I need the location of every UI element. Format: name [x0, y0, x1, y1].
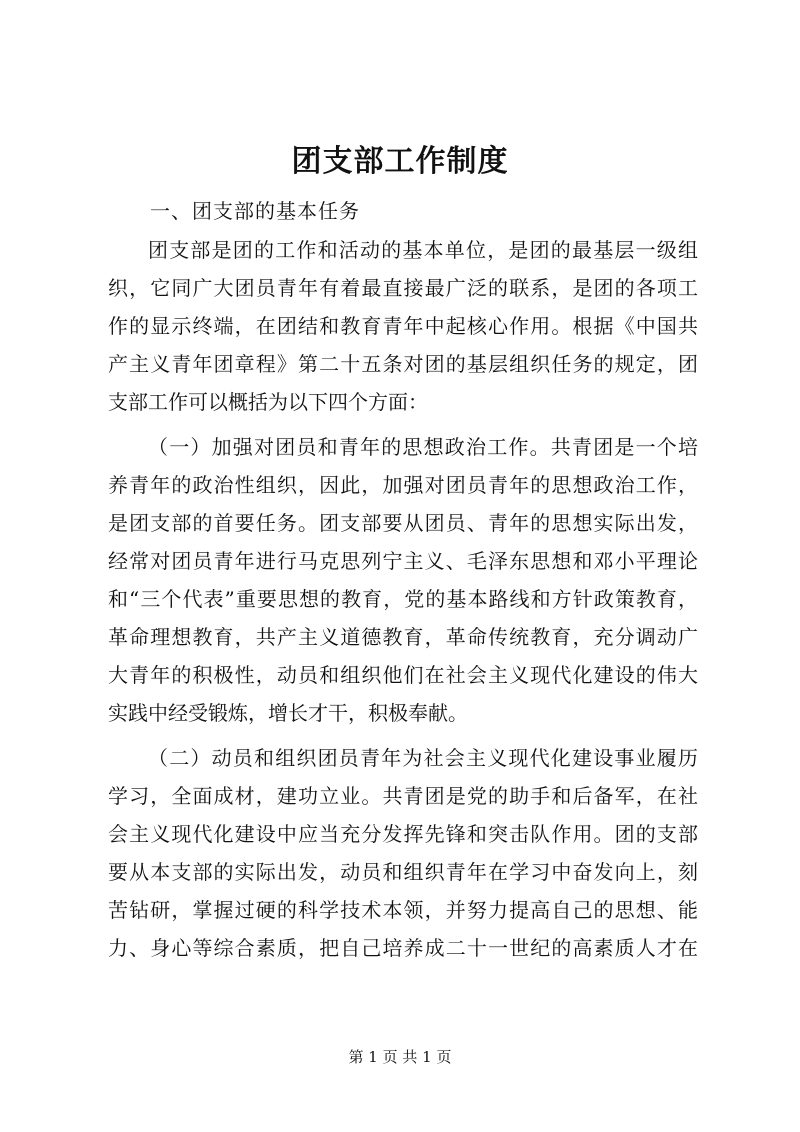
paragraph-line: 革命理想教育，共产主义道德教育，革命传统教育，充分调动广 [108, 625, 698, 649]
section-heading: 一、团支部的基本任务 [150, 199, 360, 223]
paragraph-line: 经常对团员青年进行马克思列宁主义、毛泽东思想和邓小平理论 [108, 549, 698, 573]
paragraph-line: 养青年的政治性组织，因此，加强对团员青年的思想政治工作， [108, 473, 698, 497]
paragraph-line: 产主义青年团章程》第二十五条对团的基层组织任务的规定，团 [108, 352, 698, 376]
paragraph-line: 织，它同广大团员青年有着最直接最广泛的联系，是团的各项工 [108, 276, 698, 300]
paragraph-line: 团支部是团的工作和活动的基本单位，是团的最基层一级组 [148, 238, 698, 262]
page-footer: 第 1 页 共 1 页 [348, 1048, 452, 1066]
paragraph-line: 是团支部的首要任务。团支部要从团员、青年的思想实际出发， [108, 511, 698, 535]
paragraph-line: 学习，全面成材，建功立业。共青团是党的助手和后备军，在社 [108, 784, 698, 808]
paragraph-line: 支部工作可以概括为以下四个方面： [108, 390, 428, 414]
paragraph-line: （一）加强对团员和青年的思想政治工作。共青团是一个培 [148, 435, 698, 459]
paragraph-line: 力、身心等综合素质，把自己培养成二十一世纪的高素质人才在 [108, 936, 698, 960]
paragraph-line: 要从本支部的实际出发，动员和组织青年在学习中奋发向上，刻 [108, 860, 698, 884]
paragraph-line: 苦钻研，掌握过硬的科学技术本领，并努力提高自己的思想、能 [108, 898, 698, 922]
paragraph-line: 作的显示终端，在团结和教育青年中起核心作用。根据《中国共 [108, 314, 698, 338]
paragraph-line: 会主义现代化建设中应当充分发挥先锋和突击队作用。团的支部 [108, 822, 698, 846]
document-title: 团支部工作制度 [291, 144, 509, 179]
paragraph-line: 实践中经受锻炼，增长才干，积极奉献。 [108, 701, 468, 725]
paragraph-line: 大青年的积极性，动员和组织他们在社会主义现代化建设的伟大 [108, 663, 698, 687]
paragraph-line: （二）动员和组织团员青年为社会主义现代化建设事业履历 [148, 746, 698, 770]
paragraph-line: 和“三个代表”重要思想的教育，党的基本路线和方针政策教育， [108, 587, 698, 611]
